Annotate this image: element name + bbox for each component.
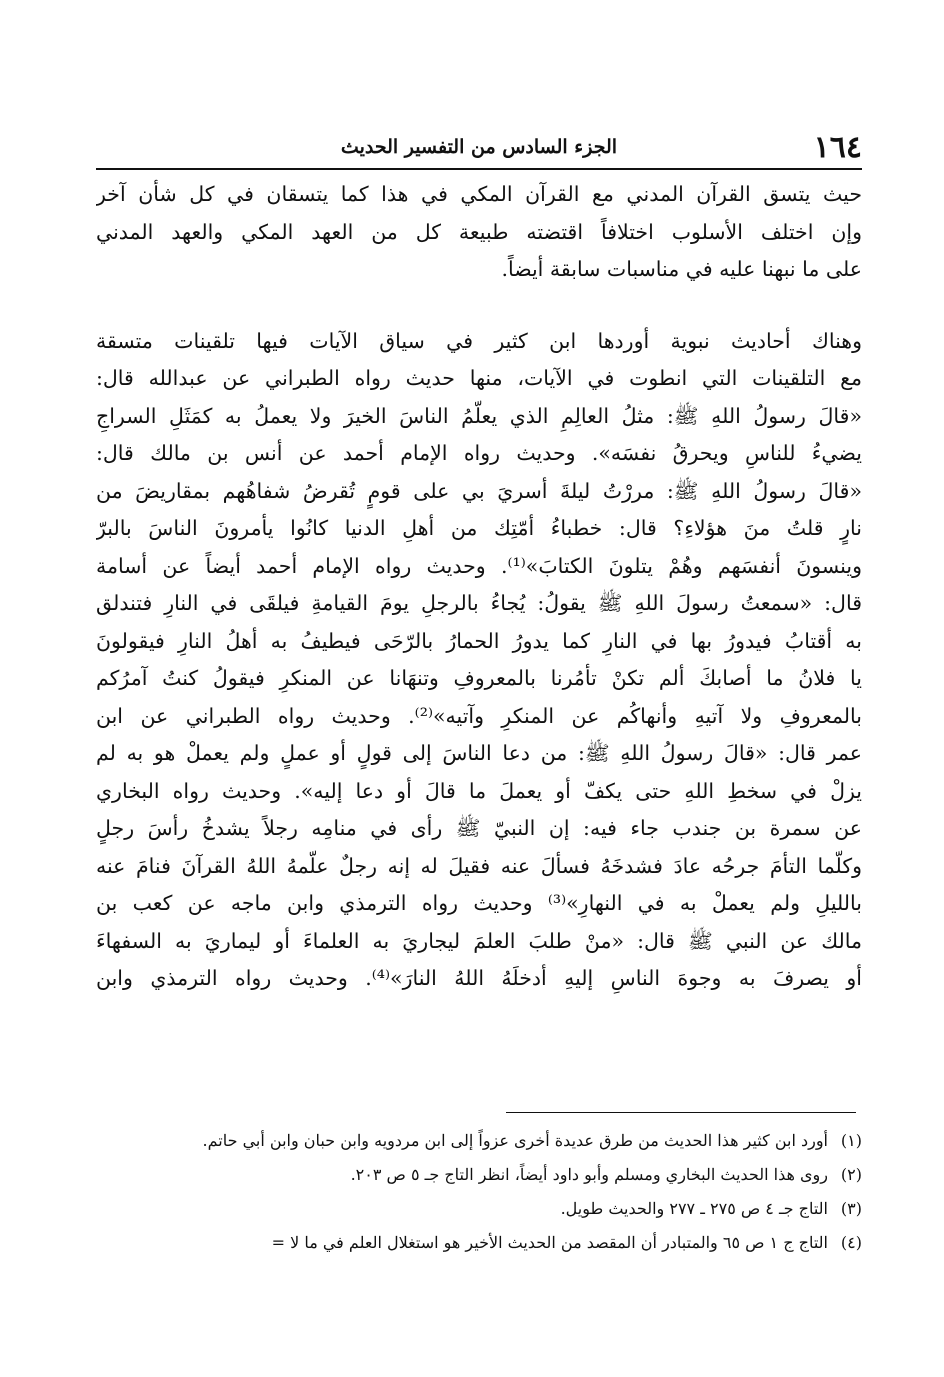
footnote-4 xyxy=(96,1226,862,1260)
text-line: بالمعروفِ ولا آتيهِ وأنهاكُم عن المنكرِ وآتيه»⁽²⁾. وحديث رواه الطبراني عن ابن xyxy=(96,703,862,728)
text-line: يزلْ في سخطِ اللهِ حتى يكفّ أو يعملَ ما قالَ أو دعا إليه». وحديث رواه البخاري xyxy=(96,778,862,803)
text-line: بالليلِ ولم يعملْ به في النهارِ»⁽³⁾ وحديث رواه الترمذي وابن ماجه عن كعب بن xyxy=(96,891,862,915)
page-number: ١٦٤ xyxy=(813,130,862,165)
text-line: وإن اختلف الأسلوب اختلافاً اقتضته طبيعة كل من العهد المكي والعهد المدني xyxy=(96,219,862,244)
footnote-text: التاج ج ١ ص ٦٥ والمتبادر أن المقصد من الحديث الأخير هو استغلال العلم في ما لا = xyxy=(271,1233,828,1252)
text-line: مالك عن النبي ﷺ قال: «منْ طلبَ العلمَ ليجاريَ به العلماءَ أو ليماريَ به السفهاءَ xyxy=(96,928,862,953)
footnote-2 xyxy=(96,1158,862,1192)
body-text xyxy=(96,176,862,998)
footnote-text: روى هذا الحديث البخاري ومسلم وأبو داود أيضاً، انظر التاج جـ ٥ ص ٢٠٣. xyxy=(350,1165,828,1184)
footnote-3 xyxy=(96,1192,862,1226)
text-line: «قالَ رسولُ اللهِ ﷺ: مررْتُ ليلةَ أسريَ بي على قومٍ تُقرضُ شفاهُهم بمقاريضَ من xyxy=(96,478,862,503)
text-line: وهناك أحاديث نبوية أوردها ابن كثير في سياق الآيات فيها تلقينات متسقة xyxy=(96,328,862,353)
footnote-1 xyxy=(96,1124,862,1158)
footnote-number: (٤) xyxy=(840,1233,862,1252)
header-rule xyxy=(96,168,862,170)
text-line: عمر قال: «قالَ رسولُ اللهِ ﷺ: من دعا الناسَ إلى قولٍ أو عملٍ ولم يعملْ هو به لم xyxy=(96,741,862,765)
footnote-rule xyxy=(506,1112,856,1113)
text-line: نارٍ قلتُ منَ هؤلاءِ؟ قال: خطباءُ أمّتِك من أهلِ الدنيا كانُوا يأمرونَ الناسَ بالبرّ xyxy=(96,516,862,540)
text-line: قال: «سمعتُ رسولَ اللهِ ﷺ يقولُ: يُجاءُ بالرجلِ يومَ القيامةِ فيلقَى في النارِ فتندلق xyxy=(96,591,862,615)
running-header xyxy=(96,128,862,168)
footnote-number: (٣) xyxy=(840,1199,862,1218)
text-line: به أقتابُ فيدورُ بها في النارِ كما يدورُ الحمارُ بالرّحَى فيطيفُ به أهلُ النارِ فيقولونَ xyxy=(96,628,862,653)
footnotes xyxy=(96,1124,862,1260)
text-line: يضيءُ للناسِ ويحرقُ نفسَه». وحديث رواه الإمام أحمد عن أنس بن مالك قال: xyxy=(96,441,862,465)
text-line: عن سمرة بن جندب جاء فيه: إن النبيّ ﷺ رأى في منامِه رجلاً يشدخُ رأسَ رجلٍ xyxy=(96,816,862,840)
footnote-text: التاج جـ ٤ ص ٢٧٥ ـ ٢٧٧ والحديث طويل. xyxy=(560,1199,828,1218)
text-line: «قالَ رسولُ اللهِ ﷺ: مثلُ العالِمِ الذي يعلّمُ الناسَ الخيرَ ولا يعملُ به كمَثَلِ السراجِ xyxy=(96,403,862,428)
text-line: على ما نبهنا عليه في مناسبات سابقة أيضاً. xyxy=(501,257,862,281)
text-line: وكلّما التأمَ جرحُه عادَ فشدخَهُ فسألَ عنه فقيلَ له إنه رجلٌ علّمهُ اللهُ القرآنَ فنامَ عنه xyxy=(96,853,862,878)
text-line: وينسونَ أنفسَهم وهُمْ يتلونَ الكتابَ»⁽¹⁾. وحديث رواه الإمام أحمد أيضاً عن أسامة xyxy=(96,553,862,578)
footnote-number: (٢) xyxy=(840,1165,862,1184)
text-line: يا فلانُ ما أصابكَ ألم تكنْ تأمُرنا بالمعروفِ وتنهَانا عن المنكرِ فيقولُ كنتُ آمرُكم xyxy=(96,666,862,690)
text-line: مع التلقينات التي انطوت في الآيات، منها حديث رواه الطبراني عن عبدالله قال: xyxy=(96,366,862,390)
footnote-number: (١) xyxy=(840,1131,862,1150)
paragraph-gap xyxy=(96,289,862,323)
footnote-text: أورد ابن كثير هذا الحديث من طرق عديدة أخرى عزواً إلى ابن مردويه وابن حبان وابن أبي حاتم. xyxy=(202,1131,828,1150)
text-line: أو يصرفَ به وجوهَ الناسِ إليهِ أدخلَهُ اللهُ النارَ»⁽⁴⁾. وحديث رواه الترمذي وابن xyxy=(96,966,862,990)
running-title: الجزء السادس من التفسير الحديث xyxy=(340,136,618,158)
text-line: حيث يتسق القرآن المدني مع القرآن المكي في هذا كما يتسقان في كل شأن آخر xyxy=(96,182,862,206)
